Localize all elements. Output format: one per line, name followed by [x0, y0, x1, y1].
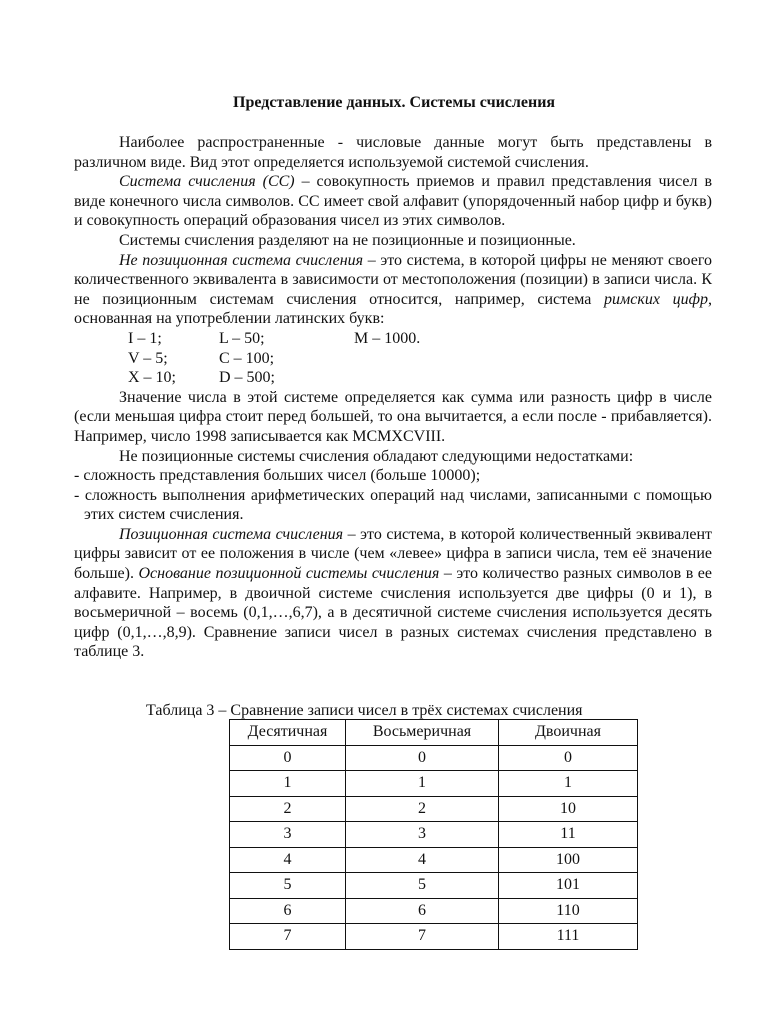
positional-text: – это система, в которой количественный эквивалент цифры зависит от ее положения в числе (чем «левее» цифра в записи числа, тем её значение больше). [74, 525, 712, 583]
paragraph-intro: Наиболее распространенные - числовые данные могут быть представлены в различном виде. Вид этот определяется используемой системой счисления. [74, 134, 712, 171]
roman-row [74, 329, 712, 349]
nonpositional-text-end: , основанная на употреблении латинских букв: [74, 290, 712, 328]
table-cell: 100 [499, 847, 638, 873]
table-cell: 2 [230, 796, 346, 822]
table-cell: 111 [499, 924, 638, 950]
paragraph-classification: Системы счисления разделяют на не позиционные и позиционные. [119, 231, 576, 249]
column-header-binary: Двоичная [499, 720, 638, 746]
column-header-decimal: Десятичная [230, 720, 346, 746]
table-cell: 11 [499, 822, 638, 848]
table-row [230, 873, 638, 899]
term-positional: Позиционная система счисления [119, 525, 344, 543]
table-row [230, 898, 638, 924]
paragraph-positional [74, 525, 712, 662]
positional-text-end: – это количество разных символов в ее алфавите. Например, в двоичной системе счисления используется две цифры (0 и 1), в восьмеричной – восемь (0,1,…,6,7), а в десятичной системе счисления используется десять цифр (0,1,…,8,9). Сравнение записи чисел в разных системах счисления представлено в таблице 3. [74, 565, 712, 661]
table-caption: Таблица 3 – Сравнение записи чисел в трёх системах счисления [146, 702, 583, 719]
table-cell: 101 [499, 873, 638, 899]
table-cell: 110 [499, 898, 638, 924]
list-item-drawback: - сложность выполнения арифметических операций над числами, записанными с помощью этих систем счисления. [74, 486, 712, 524]
table-cell: 1 [346, 771, 499, 797]
table-row [230, 771, 638, 797]
table-row [230, 745, 638, 771]
table-cell: 6 [230, 898, 346, 924]
table-cell: 5 [346, 873, 499, 899]
table-cell: 4 [230, 847, 346, 873]
table-cell: 10 [499, 796, 638, 822]
nonpositional-text: – это система, в которой цифры не меняют своего количественного эквивалента в зависимости от местоположения (позиции) в записи числа. К не позиционным системам счисления относится, например, система [74, 251, 712, 308]
table-cell: 4 [346, 847, 499, 873]
table-row [230, 847, 638, 873]
roman-value: D – 500; [219, 369, 275, 387]
table-cell: 6 [346, 898, 499, 924]
term-numeral-system: Система счисления (СС) [119, 173, 295, 191]
term-nonpositional: Не позиционная система счисления [119, 251, 364, 269]
paragraph-roman-value: Значение числа в этой системе определяется как сумма или разность цифр в числе (если меньшая цифра стоит перед большей, то она вычитается, а если после - прибавляется). Например, число 1998 записывается как MCMXCVIII. [74, 388, 712, 445]
list-item-drawback: - сложность представления больших чисел (больше 10000); [74, 467, 481, 485]
table-cell: 3 [346, 822, 499, 848]
table-row [230, 822, 638, 848]
table-cell: 7 [346, 924, 499, 950]
table-cell: 7 [230, 924, 346, 950]
term-base: Основание позиционной системы счисления [138, 565, 440, 583]
roman-value: L – 50; [219, 329, 265, 347]
document-body [74, 133, 712, 662]
column-header-octal: Восьмеричная [346, 720, 499, 746]
table-cell: 1 [230, 771, 346, 797]
roman-value: X – 10; [128, 369, 176, 387]
table-cell: 3 [230, 822, 346, 848]
paragraph-definition [74, 172, 712, 231]
page-title: Представление данных. Системы счисления [233, 94, 556, 111]
roman-value: V – 5; [128, 349, 168, 367]
table-row [230, 796, 638, 822]
table-cell: 5 [230, 873, 346, 899]
paragraph-drawbacks: Не позиционные системы счисления обладают следующими недостатками: [119, 447, 634, 465]
roman-value: C – 100; [219, 349, 275, 367]
roman-row [74, 349, 712, 369]
roman-value: I – 1; [128, 329, 162, 347]
table-cell: 0 [230, 745, 346, 771]
table-cell: 0 [346, 745, 499, 771]
table-cell: 2 [346, 796, 499, 822]
table-cell: 1 [499, 771, 638, 797]
roman-value: M – 1000. [354, 329, 421, 347]
roman-row [74, 368, 712, 388]
table-header-row [230, 720, 638, 746]
comparison-table [229, 719, 638, 950]
term-roman-digits: римских цифр [604, 290, 708, 308]
table-cell: 0 [499, 745, 638, 771]
table-row [230, 924, 638, 950]
definition-text: – совокупность приемов и правил представления чисел в виде конечного числа символов. СС имеет свой алфавит (упорядоченный набор цифр и букв) и совокупность операций образования чисел из этих символов. [74, 173, 713, 230]
paragraph-nonpositional [74, 251, 712, 329]
